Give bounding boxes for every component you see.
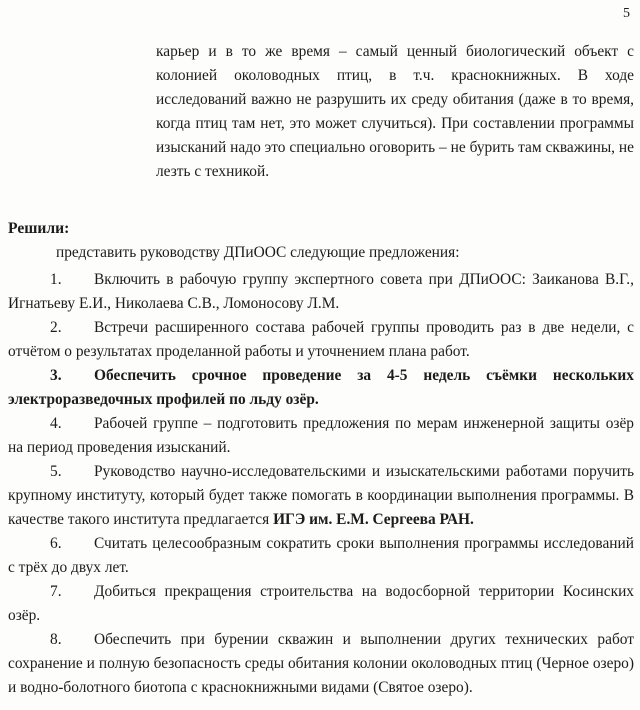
list-item-3 — [8, 364, 634, 412]
resolved-heading: Решили: — [8, 220, 70, 237]
item-number: 7. — [50, 583, 62, 600]
page-number: 5 — [623, 6, 630, 21]
institute-name: ИГЭ им. Е.М. Сергеева РАН. — [273, 511, 474, 528]
item-number: 6. — [50, 535, 62, 552]
item-text: Считать целесообразным сократить сроки выполнения программы исследований с трёх до двух лет. — [8, 535, 634, 576]
intro-line: представить руководству ДПиООС следующие предложения: — [56, 244, 460, 261]
list-item-6 — [8, 532, 634, 580]
item-number: 8. — [50, 631, 62, 648]
item-text: Обеспечить при бурении скважин и выполнении других технических работ сохранение и полную безопасность среды обитания колонии околоводных птиц (Черное озеро) и водно-болотного биотопа с краснокнижными видами (Святое озеро). — [8, 631, 634, 696]
item-text: Рабочей группе – подготовить предложения по мерам инженерной защиты озёр на период проведения изысканий. — [8, 415, 634, 456]
item-text: Обеспечить срочное проведение за 4-5 недель съёмки нескольких электроразведочных профилей по льду озёр. — [8, 367, 634, 408]
item-number: 5. — [50, 463, 62, 480]
item-number: 4. — [50, 415, 62, 432]
item-number: 2. — [50, 319, 62, 336]
item-text: Добиться прекращения строительства на водосборной территории Косинских озёр. — [8, 583, 634, 624]
list-item-4 — [8, 412, 634, 460]
list-item-2 — [8, 316, 634, 364]
list-item-1 — [8, 268, 634, 316]
item-text: Встречи расширенного состава рабочей группы проводить раз в две недели, с отчётом о результатах проделанной работы и уточнением плана работ. — [8, 319, 634, 360]
item-number: 3. — [50, 367, 62, 384]
item-text: Включить в рабочую группу экспертного совета при ДПиООС: Заиканова В.Г., Игнатьеву Е.И., Николаева С.В., Ломоносову Л.М. — [8, 271, 634, 312]
proposal-list — [8, 268, 634, 700]
item-number: 1. — [50, 271, 62, 288]
list-item-5 — [8, 460, 634, 532]
list-item-7 — [8, 580, 634, 628]
continued-paragraph: карьер и в то же время – самый ценный биологический объект с колонией околоводных птиц, в т.ч. краснокнижных. В ходе исследований важно не разрушить их среду обитания (даже в то время, когда птиц там нет, это может случиться). При составлении программы изысканий надо это специально оговорить – не бурить там скважины, не лезть с техникой. — [156, 43, 634, 180]
item-text: Руководство научно-исследовательскими и изыскательскими работами поручить крупному институту, который будет также помогать в координации выполнения программы. В качестве такого института предлагается — [8, 463, 634, 528]
list-item-8 — [8, 628, 634, 700]
